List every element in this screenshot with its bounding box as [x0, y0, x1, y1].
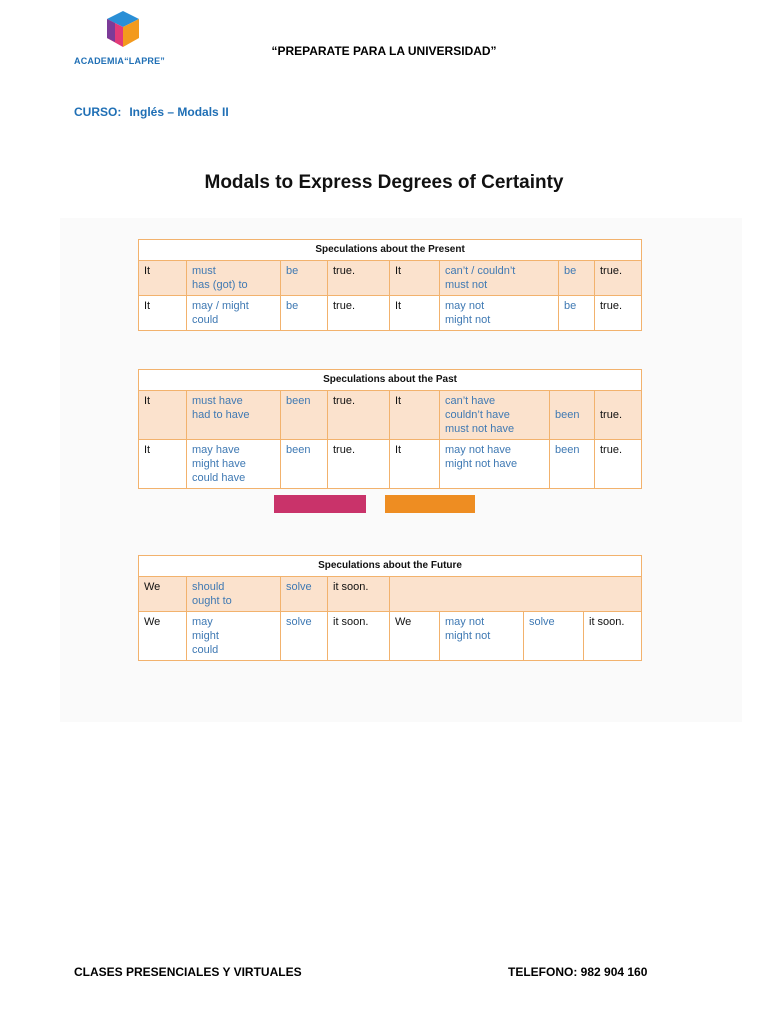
subject-cell: It: [390, 440, 440, 489]
footer-classes: CLASES PRESENCIALES Y VIRTUALES: [74, 965, 302, 979]
table-row: [139, 440, 642, 489]
decorative-bar-pink: [274, 495, 366, 513]
modal-cell: can’t have couldn’t have must not have: [440, 391, 550, 440]
verb-cell: solve: [281, 612, 328, 661]
table-heading: Speculations about the Future: [139, 556, 642, 577]
complement-cell: true.: [595, 261, 642, 296]
subject-cell: It: [139, 440, 187, 489]
past-speculations-table: [138, 369, 642, 489]
subject-cell: It: [139, 261, 187, 296]
complement-cell: true.: [328, 261, 390, 296]
page-title: Modals to Express Degrees of Certainty: [204, 172, 564, 193]
verb-cell: solve: [281, 577, 328, 612]
present-speculations-table: [138, 239, 642, 331]
subject-cell: It: [139, 296, 187, 331]
complement-cell: true.: [328, 391, 390, 440]
subject-cell: We: [139, 612, 187, 661]
table-heading: Speculations about the Past: [139, 370, 642, 391]
verb-cell: been: [281, 391, 328, 440]
modal-cell: may not might not: [440, 612, 524, 661]
complement-cell: true.: [595, 296, 642, 331]
subject-cell: It: [390, 261, 440, 296]
modal-cell: may might could: [187, 612, 281, 661]
table-row: [139, 577, 642, 612]
subject-cell: It: [390, 296, 440, 331]
modal-cell: must has (got) to: [187, 261, 281, 296]
modal-cell: must have had to have: [187, 391, 281, 440]
verb-cell: be: [559, 261, 595, 296]
verb-cell: be: [281, 296, 328, 331]
complement-cell: true.: [595, 440, 642, 489]
modal-cell: may / might could: [187, 296, 281, 331]
future-speculations-table: [138, 555, 642, 661]
verb-cell: be: [559, 296, 595, 331]
decorative-bar-orange: [385, 495, 475, 513]
complement-cell: it soon.: [328, 577, 390, 612]
modal-cell: may have might have could have: [187, 440, 281, 489]
subject-cell: We: [390, 612, 440, 661]
footer-phone: TELEFONO: 982 904 160: [508, 965, 648, 979]
academy-logo: [72, 10, 182, 70]
modal-cell: can’t / couldn’t must not: [440, 261, 559, 296]
table-row: [139, 261, 642, 296]
subject-cell: It: [390, 391, 440, 440]
complement-cell: true.: [328, 440, 390, 489]
table-heading: Speculations about the Present: [139, 240, 642, 261]
complement-cell: true.: [328, 296, 390, 331]
slogan: “PREPARATE PARA LA UNIVERSIDAD”: [271, 44, 497, 58]
complement-cell: it soon.: [584, 612, 642, 661]
course-value: Inglés – Modals II: [129, 105, 229, 119]
table-row: [139, 612, 642, 661]
modal-cell: should ought to: [187, 577, 281, 612]
subject-cell: We: [139, 577, 187, 612]
table-row: [139, 391, 642, 440]
verb-cell: been: [281, 440, 328, 489]
complement-cell: it soon.: [328, 612, 390, 661]
complement-cell: true.: [595, 391, 642, 440]
verb-cell: been: [550, 440, 595, 489]
table-row: [139, 296, 642, 331]
course-line: [74, 105, 229, 119]
verb-cell: solve: [524, 612, 584, 661]
verb-cell: been: [550, 391, 595, 440]
modal-cell: may not have might not have: [440, 440, 550, 489]
course-label: CURSO:: [74, 105, 122, 119]
logo-text: ACADEMIA“LAPRE”: [74, 56, 166, 66]
modal-cell: may not might not: [440, 296, 559, 331]
empty-cell: [390, 577, 642, 612]
verb-cell: be: [281, 261, 328, 296]
cube-logo-icon: [105, 10, 141, 48]
subject-cell: It: [139, 391, 187, 440]
